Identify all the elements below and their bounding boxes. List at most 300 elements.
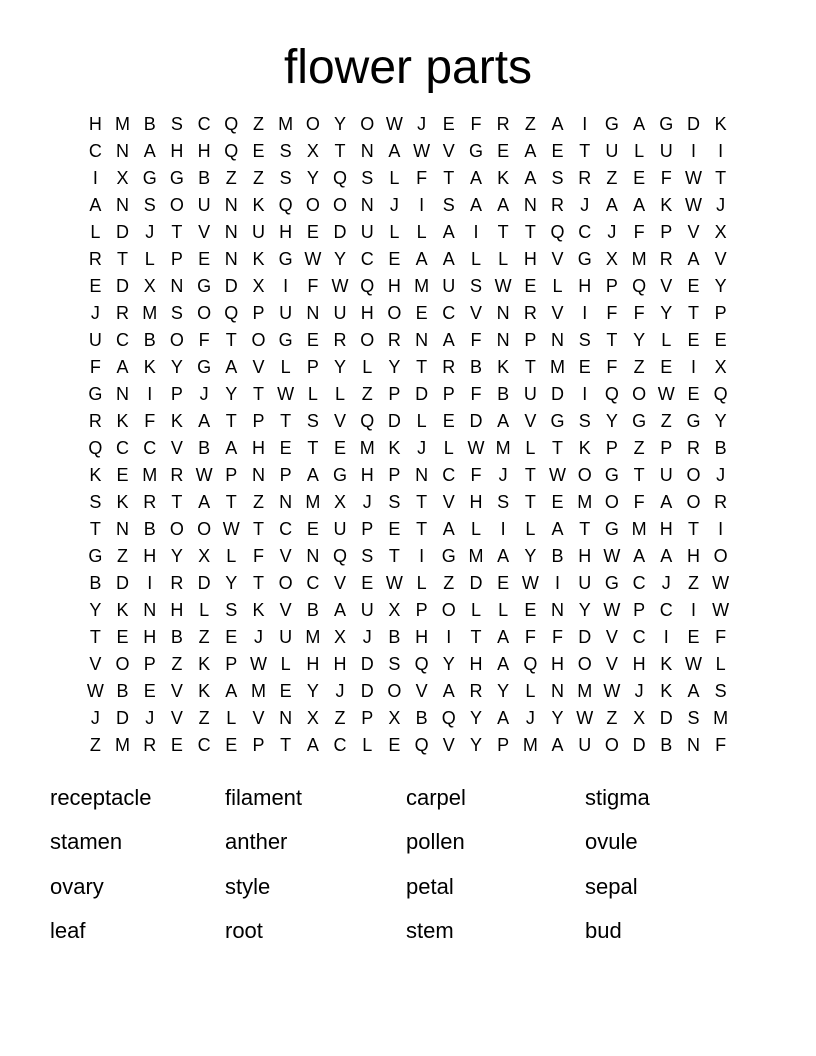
grid-cell-r11-c15: F (470, 384, 482, 404)
grid-cell-r23-c23: S (687, 708, 700, 728)
grid-cell-r22-c16: Y (497, 681, 510, 701)
grid-cell-r2-c7: E (252, 141, 265, 161)
grid-cell-r15-c24: R (714, 492, 728, 512)
grid-cell-r23-c14: Q (441, 708, 456, 728)
grid-cell-r3-c16: K (497, 168, 510, 188)
word-item-stigma: stigma (585, 785, 650, 810)
grid-cell-r13-c14: L (443, 438, 454, 458)
grid-cell-r22-c2: B (116, 681, 129, 701)
word-item-leaf: leaf (50, 918, 86, 944)
grid-cell-r1-c13: J (417, 114, 427, 134)
word-item-ovule: ovule (585, 829, 638, 855)
grid-cell-r8-c7: P (252, 303, 265, 323)
grid-cell-r21-c17: Q (523, 654, 538, 674)
grid-cell-r16-c18: A (551, 519, 564, 539)
grid-cell-r19-c2: K (116, 600, 129, 620)
grid-cell-r13-c21: Z (633, 438, 645, 458)
grid-cell-r14-c13: N (415, 465, 429, 485)
grid-cell-r1-c15: F (470, 114, 482, 134)
grid-cell-r8-c15: V (469, 303, 482, 323)
grid-cell-r6-c2: T (117, 249, 129, 269)
grid-cell-r20-c19: D (578, 627, 592, 647)
grid-cell-r22-c10: J (335, 681, 345, 701)
grid-cell-r8-c9: N (306, 303, 320, 323)
grid-cell-r21-c18: H (551, 654, 565, 674)
grid-cell-r10-c6: A (225, 357, 238, 377)
grid-cell-r4-c12: J (389, 195, 399, 215)
grid-cell-r17-c16: A (497, 546, 510, 566)
grid-cell-r2-c10: T (334, 141, 346, 161)
grid-cell-r18-c4: R (170, 573, 184, 593)
grid-cell-r2-c16: E (497, 141, 510, 161)
grid-cell-r4-c7: K (252, 195, 265, 215)
grid-cell-r23-c8: N (279, 708, 293, 728)
grid-cell-r13-c24: B (714, 438, 727, 458)
grid-cell-r11-c9: L (307, 384, 318, 404)
grid-cell-r22-c21: J (634, 681, 644, 701)
grid-cell-r10-c7: V (252, 357, 265, 377)
grid-cell-r18-c15: D (469, 573, 483, 593)
grid-cell-r17-c24: O (713, 546, 728, 566)
grid-cell-r15-c9: M (305, 492, 321, 512)
grid-cell-r14-c7: N (251, 465, 265, 485)
grid-cell-r4-c14: S (442, 195, 455, 215)
grid-cell-r7-c22: V (660, 276, 673, 296)
grid-cell-r10-c2: A (116, 357, 129, 377)
grid-cell-r2-c3: A (143, 141, 156, 161)
grid-cell-r18-c23: Z (687, 573, 699, 593)
grid-cell-r21-c22: K (660, 654, 673, 674)
grid-cell-r17-c9: N (306, 546, 320, 566)
grid-cell-r23-c7: V (252, 708, 265, 728)
grid-cell-r20-c11: J (362, 627, 372, 647)
grid-cell-r11-c2: N (116, 384, 130, 404)
grid-cell-r4-c4: O (169, 195, 184, 215)
grid-cell-r8-c17: R (523, 303, 537, 323)
grid-cell-r5-c6: N (224, 222, 238, 242)
grid-cell-r18-c22: J (661, 573, 671, 593)
word-item-carpel: carpel (406, 785, 466, 810)
grid-cell-r18-c1: B (89, 573, 102, 593)
grid-cell-r24-c9: A (306, 735, 319, 755)
grid-cell-r16-c15: L (470, 519, 481, 539)
grid-cell-r23-c15: Y (469, 708, 482, 728)
grid-cell-r4-c3: S (143, 195, 156, 215)
grid-cell-r21-c4: Z (171, 654, 183, 674)
grid-cell-r10-c19: E (578, 357, 591, 377)
grid-cell-r2-c21: L (634, 141, 645, 161)
grid-cell-r5-c5: V (198, 222, 211, 242)
grid-cell-r15-c8: N (279, 492, 293, 512)
grid-cell-r18-c8: O (278, 573, 293, 593)
grid-cell-r12-c21: G (632, 411, 647, 431)
grid-cell-r3-c15: A (469, 168, 482, 188)
grid-cell-r19-c11: U (360, 600, 374, 620)
grid-cell-r19-c19: Y (578, 600, 591, 620)
grid-cell-r16-c3: B (143, 519, 156, 539)
grid-cell-r23-c16: A (497, 708, 510, 728)
grid-cell-r18-c21: C (632, 573, 646, 593)
grid-cell-r8-c16: N (496, 303, 510, 323)
grid-cell-r22-c12: O (387, 681, 402, 701)
grid-cell-r19-c20: W (603, 600, 621, 620)
grid-cell-r10-c23: I (690, 357, 696, 377)
grid-cell-r1-c6: Q (224, 114, 239, 134)
grid-cell-r3-c8: S (279, 168, 292, 188)
grid-cell-r3-c19: R (578, 168, 592, 188)
grid-cell-r20-c22: I (663, 627, 669, 647)
grid-cell-r2-c14: V (442, 141, 455, 161)
grid-cell-r12-c23: G (686, 411, 701, 431)
grid-cell-r6-c15: L (470, 249, 481, 269)
grid-cell-r4-c5: U (197, 195, 211, 215)
grid-cell-r10-c8: L (280, 357, 291, 377)
grid-cell-r17-c3: H (143, 546, 157, 566)
grid-cell-r21-c11: D (360, 654, 374, 674)
grid-cell-r12-c14: E (442, 411, 455, 431)
grid-cell-r20-c2: E (116, 627, 129, 647)
grid-cell-r24-c19: U (578, 735, 592, 755)
grid-cell-r20-c18: F (552, 627, 564, 647)
grid-cell-r10-c12: Y (388, 357, 401, 377)
grid-cell-r2-c22: U (659, 141, 673, 161)
grid-cell-r19-c5: L (199, 600, 210, 620)
grid-cell-r6-c13: A (415, 249, 428, 269)
grid-cell-r21-c13: Q (414, 654, 429, 674)
grid-cell-r12-c12: D (387, 411, 401, 431)
grid-cell-r3-c7: Z (252, 168, 264, 188)
grid-cell-r20-c13: H (415, 627, 429, 647)
grid-cell-r23-c1: J (90, 708, 100, 728)
grid-cell-r4-c19: J (580, 195, 590, 215)
grid-cell-r14-c8: P (279, 465, 292, 485)
grid-cell-r2-c12: A (388, 141, 401, 161)
grid-cell-r8-c20: F (606, 303, 618, 323)
grid-cell-r15-c13: T (416, 492, 428, 512)
grid-cell-r17-c15: M (468, 546, 484, 566)
grid-cell-r12-c6: T (225, 411, 237, 431)
grid-cell-r12-c5: A (198, 411, 211, 431)
grid-cell-r15-c18: E (551, 492, 564, 512)
grid-cell-r16-c10: U (333, 519, 347, 539)
grid-cell-r11-c8: W (277, 384, 295, 404)
grid-cell-r16-c12: E (388, 519, 401, 539)
grid-cell-r8-c2: R (116, 303, 130, 323)
grid-cell-r9-c7: O (251, 330, 266, 350)
grid-cell-r2-c5: H (197, 141, 211, 161)
grid-cell-r18-c11: E (361, 573, 374, 593)
word-item-pollen: pollen (406, 829, 465, 855)
grid-cell-r5-c22: P (660, 222, 673, 242)
grid-cell-r20-c16: A (497, 627, 510, 647)
grid-cell-r20-c21: C (632, 627, 646, 647)
grid-cell-r19-c14: O (441, 600, 456, 620)
grid-cell-r13-c11: M (359, 438, 375, 458)
grid-cell-r15-c16: S (497, 492, 510, 512)
grid-cell-r24-c23: N (686, 735, 700, 755)
grid-cell-r4-c24: J (716, 195, 726, 215)
grid-cell-r9-c6: T (225, 330, 237, 350)
grid-cell-r13-c3: C (143, 438, 157, 458)
grid-cell-r16-c7: T (252, 519, 264, 539)
grid-cell-r17-c19: H (578, 546, 592, 566)
grid-cell-r12-c8: T (280, 411, 292, 431)
grid-cell-r4-c8: Q (278, 195, 293, 215)
grid-cell-r17-c11: S (361, 546, 374, 566)
grid-cell-r6-c3: L (144, 249, 155, 269)
grid-cell-r9-c9: E (306, 330, 319, 350)
grid-cell-r1-c9: O (305, 114, 320, 134)
grid-cell-r8-c8: U (279, 303, 293, 323)
letter-grid (82, 111, 735, 759)
grid-cell-r16-c17: L (525, 519, 536, 539)
grid-cell-r23-c24: M (713, 708, 729, 728)
grid-cell-r21-c14: Y (442, 654, 455, 674)
grid-cell-r14-c18: W (549, 465, 567, 485)
grid-cell-r16-c8: C (279, 519, 293, 539)
grid-cell-r20-c9: M (305, 627, 321, 647)
grid-cell-r22-c18: N (551, 681, 565, 701)
grid-cell-r14-c20: G (604, 465, 619, 485)
grid-cell-r17-c13: I (419, 546, 425, 566)
grid-cell-r14-c4: R (170, 465, 184, 485)
grid-cell-r14-c3: M (142, 465, 158, 485)
grid-cell-r14-c21: T (633, 465, 645, 485)
grid-cell-r14-c16: J (498, 465, 508, 485)
grid-cell-r8-c14: C (442, 303, 456, 323)
grid-cell-r24-c7: P (252, 735, 265, 755)
grid-cell-r24-c13: Q (414, 735, 429, 755)
grid-cell-r19-c22: C (659, 600, 673, 620)
grid-cell-r19-c10: A (334, 600, 347, 620)
grid-cell-r24-c18: A (551, 735, 564, 755)
grid-cell-r6-c12: E (388, 249, 401, 269)
puzzle-title: flower parts (283, 41, 533, 94)
grid-cell-r8-c18: V (551, 303, 564, 323)
word-list (50, 776, 766, 954)
grid-cell-r6-c18: V (551, 249, 564, 269)
grid-cell-r15-c20: O (604, 492, 619, 512)
grid-cell-r9-c3: B (143, 330, 156, 350)
grid-cell-r20-c24: F (715, 627, 727, 647)
grid-cell-r9-c24: E (714, 330, 727, 350)
grid-cell-r5-c24: X (714, 222, 727, 242)
grid-cell-r6-c8: G (278, 249, 293, 269)
grid-cell-r10-c11: L (362, 357, 373, 377)
grid-cell-r4-c9: O (305, 195, 320, 215)
grid-cell-r24-c3: R (143, 735, 157, 755)
grid-cell-r5-c12: L (389, 222, 400, 242)
grid-cell-r7-c7: X (252, 276, 265, 296)
grid-cell-r14-c24: J (716, 465, 726, 485)
grid-cell-r5-c10: D (333, 222, 347, 242)
grid-cell-r15-c14: V (442, 492, 455, 512)
grid-cell-r22-c23: A (687, 681, 700, 701)
grid-cell-r19-c6: S (225, 600, 238, 620)
grid-cell-r11-c22: W (657, 384, 675, 404)
grid-cell-r20-c7: J (253, 627, 263, 647)
grid-cell-r23-c3: J (145, 708, 155, 728)
grid-cell-r7-c24: Y (714, 276, 727, 296)
grid-cell-r15-c23: O (686, 492, 701, 512)
grid-cell-r22-c17: L (525, 681, 536, 701)
grid-cell-r5-c17: T (524, 222, 536, 242)
grid-cell-r10-c24: X (714, 357, 727, 377)
grid-cell-r1-c23: D (686, 114, 700, 134)
grid-cell-r7-c5: G (197, 276, 212, 296)
grid-cell-r2-c4: H (170, 141, 184, 161)
grid-cell-r15-c17: T (524, 492, 536, 512)
grid-cell-r12-c16: A (497, 411, 510, 431)
grid-cell-r2-c20: U (605, 141, 619, 161)
grid-cell-r24-c2: M (115, 735, 131, 755)
grid-cell-r1-c7: Z (252, 114, 264, 134)
grid-cell-r9-c19: S (578, 330, 591, 350)
grid-cell-r8-c5: O (197, 303, 212, 323)
grid-cell-r9-c13: N (415, 330, 429, 350)
grid-cell-r7-c15: S (469, 276, 482, 296)
grid-cell-r13-c5: B (198, 438, 211, 458)
grid-cell-r2-c23: I (690, 141, 696, 161)
grid-cell-r1-c10: Y (334, 114, 347, 134)
grid-cell-r21-c1: V (89, 654, 102, 674)
grid-cell-r17-c20: W (603, 546, 621, 566)
grid-cell-r8-c4: S (170, 303, 183, 323)
grid-cell-r4-c2: N (116, 195, 130, 215)
grid-cell-r12-c19: S (578, 411, 591, 431)
grid-cell-r7-c21: Q (632, 276, 647, 296)
grid-cell-r4-c15: A (469, 195, 482, 215)
grid-cell-r3-c2: X (116, 168, 129, 188)
grid-cell-r2-c1: C (88, 141, 102, 161)
grid-cell-r13-c13: J (417, 438, 427, 458)
grid-cell-r6-c17: H (523, 249, 537, 269)
grid-cell-r10-c4: Y (170, 357, 183, 377)
grid-cell-r5-c13: L (416, 222, 427, 242)
grid-cell-r3-c10: Q (333, 168, 348, 188)
grid-cell-r17-c21: A (633, 546, 646, 566)
grid-cell-r13-c15: W (467, 438, 485, 458)
grid-cell-r16-c4: O (169, 519, 184, 539)
grid-cell-r21-c8: L (280, 654, 291, 674)
grid-cell-r13-c23: R (686, 438, 700, 458)
grid-cell-r16-c1: T (89, 519, 101, 539)
grid-cell-r13-c18: T (552, 438, 564, 458)
grid-cell-r22-c5: K (198, 681, 211, 701)
grid-cell-r11-c13: D (415, 384, 429, 404)
grid-cell-r14-c6: P (225, 465, 238, 485)
grid-cell-r23-c20: Z (606, 708, 618, 728)
grid-cell-r8-c13: E (415, 303, 428, 323)
grid-cell-r18-c5: D (197, 573, 211, 593)
grid-cell-r12-c15: D (469, 411, 483, 431)
grid-cell-r9-c5: F (198, 330, 210, 350)
grid-cell-r13-c19: K (578, 438, 591, 458)
grid-cell-r18-c16: E (497, 573, 510, 593)
grid-cell-r16-c22: H (659, 519, 673, 539)
grid-cell-r4-c6: N (224, 195, 238, 215)
grid-cell-r20-c5: Z (198, 627, 210, 647)
grid-cell-r3-c6: Z (225, 168, 237, 188)
grid-cell-r3-c23: W (684, 168, 702, 188)
grid-cell-r11-c10: L (335, 384, 346, 404)
grid-cell-r1-c12: W (385, 114, 403, 134)
grid-cell-r23-c22: D (659, 708, 673, 728)
grid-cell-r13-c9: T (307, 438, 319, 458)
grid-cell-r18-c7: T (252, 573, 264, 593)
grid-cell-r5-c11: U (360, 222, 374, 242)
word-item-ovary: ovary (50, 873, 104, 899)
grid-cell-r23-c9: X (306, 708, 319, 728)
grid-cell-r18-c24: W (712, 573, 730, 593)
word-item-stamen: stamen (50, 829, 123, 855)
grid-cell-r9-c8: G (278, 330, 293, 350)
grid-cell-r6-c23: A (687, 249, 700, 269)
grid-cell-r6-c10: Y (334, 249, 347, 269)
grid-cell-r23-c10: Z (334, 708, 346, 728)
grid-cell-r10-c9: P (306, 357, 319, 377)
grid-cell-r12-c10: V (334, 411, 347, 431)
grid-cell-r17-c22: A (660, 546, 673, 566)
grid-cell-r20-c20: V (605, 627, 618, 647)
grid-cell-r15-c3: R (143, 492, 157, 512)
grid-cell-r6-c19: G (577, 249, 592, 269)
grid-cell-r2-c6: Q (224, 141, 239, 161)
grid-cell-r13-c6: A (225, 438, 238, 458)
grid-cell-r5-c4: T (171, 222, 183, 242)
grid-cell-r18-c2: D (116, 573, 130, 593)
grid-cell-r14-c10: G (333, 465, 348, 485)
grid-cell-r9-c23: E (687, 330, 700, 350)
grid-cell-r10-c20: F (606, 357, 618, 377)
grid-cell-r20-c23: E (687, 627, 700, 647)
grid-cell-r7-c17: E (524, 276, 537, 296)
grid-cell-r13-c8: E (279, 438, 292, 458)
grid-cell-r24-c1: Z (89, 735, 101, 755)
grid-cell-r15-c12: S (388, 492, 401, 512)
grid-cell-r14-c19: O (577, 465, 592, 485)
grid-cell-r7-c8: I (283, 276, 289, 296)
grid-cell-r22-c8: E (279, 681, 292, 701)
grid-cell-r22-c24: S (714, 681, 727, 701)
grid-cell-r11-c11: Z (361, 384, 373, 404)
grid-cell-r21-c12: S (388, 654, 401, 674)
grid-cell-r12-c3: F (144, 411, 156, 431)
grid-cell-r7-c3: X (143, 276, 156, 296)
grid-cell-r3-c17: A (524, 168, 537, 188)
grid-cell-r24-c5: C (197, 735, 211, 755)
grid-cell-r22-c13: V (415, 681, 428, 701)
grid-cell-r10-c14: R (442, 357, 456, 377)
grid-cell-r6-c1: R (88, 249, 102, 269)
grid-cell-r16-c23: T (687, 519, 699, 539)
grid-cell-r18-c6: Y (225, 573, 238, 593)
grid-cell-r20-c8: U (279, 627, 293, 647)
grid-cell-r3-c24: T (715, 168, 727, 188)
grid-cell-r15-c22: A (660, 492, 673, 512)
grid-cell-r22-c19: M (577, 681, 593, 701)
grid-cell-r19-c17: E (524, 600, 537, 620)
grid-cell-r18-c14: Z (443, 573, 455, 593)
grid-cell-r11-c23: E (687, 384, 700, 404)
grid-cell-r20-c14: I (446, 627, 452, 647)
grid-cell-r1-c21: A (633, 114, 646, 134)
grid-cell-r5-c2: D (116, 222, 130, 242)
grid-cell-r15-c1: S (89, 492, 102, 512)
grid-cell-r6-c16: L (498, 249, 509, 269)
grid-cell-r11-c24: Q (713, 384, 728, 404)
grid-cell-r10-c17: T (524, 357, 536, 377)
